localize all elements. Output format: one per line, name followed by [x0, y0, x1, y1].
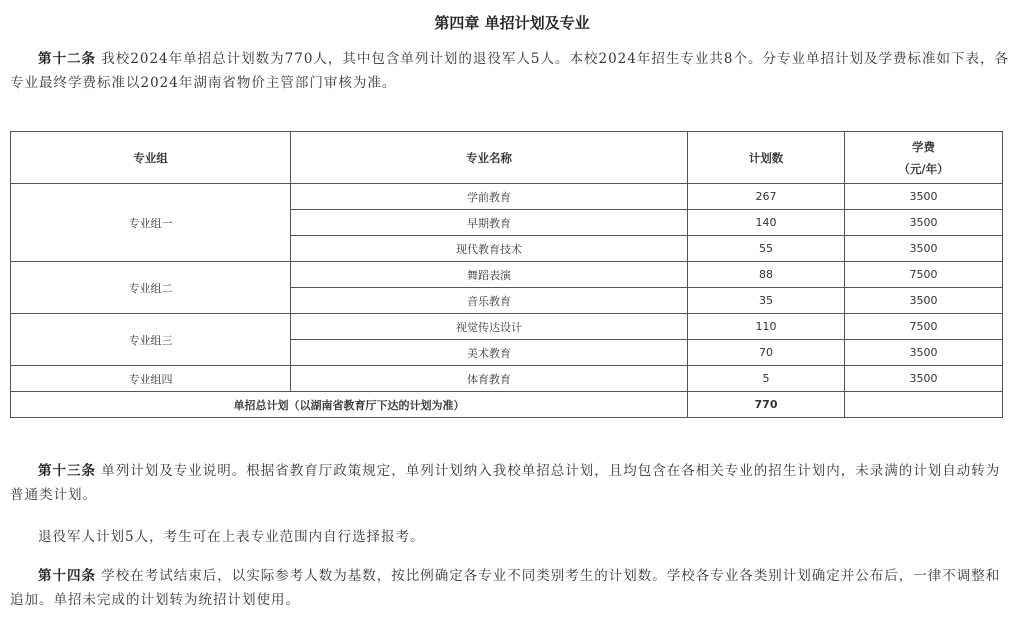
group-cell: 专业组二	[11, 262, 291, 314]
header-fee-line2: （元/年）	[898, 161, 949, 176]
major-cell: 美术教育	[291, 340, 688, 366]
table-total-row	[11, 392, 1003, 418]
table-row	[11, 262, 1003, 288]
article-13-paragraph	[10, 459, 1014, 507]
fee-cell: 3500	[845, 210, 1003, 236]
group-cell: 专业组三	[11, 314, 291, 366]
enrollment-plan-table	[10, 131, 1003, 418]
plan-cell: 140	[688, 210, 845, 236]
table-header-row	[11, 132, 1003, 184]
table-row	[11, 184, 1003, 210]
header-fee-line1: 学费	[912, 139, 935, 154]
article-12-lead: 第十二条	[38, 51, 96, 67]
major-cell: 舞蹈表演	[291, 262, 688, 288]
article-14-lead: 第十四条	[38, 568, 96, 584]
major-cell: 音乐教育	[291, 288, 688, 314]
plan-cell: 88	[688, 262, 845, 288]
article-14-paragraph	[10, 564, 1014, 612]
article-13-lead: 第十三条	[38, 463, 96, 479]
fee-cell: 3500	[845, 288, 1003, 314]
article-14-text: 学校在考试结束后，以实际参考人数为基数，按比例确定各专业不同类别考生的计划数。学校各专业各类别计划确定并公布后，一律不调整和追加。单招未完成的计划转为统招计划使用。	[10, 568, 1001, 608]
major-cell: 早期教育	[291, 210, 688, 236]
major-cell: 视觉传达设计	[291, 314, 688, 340]
fee-cell: 3500	[845, 340, 1003, 366]
header-major: 专业名称	[291, 132, 688, 184]
total-label: 单招总计划（以湖南省教育厅下达的计划为准）	[11, 392, 688, 418]
article-12-text: 我校2024年单招总计划数为770人，其中包含单列计划的退役军人5人。本校2024年招生专业共8个。分专业单招计划及学费标准如下表，各专业最终学费标准以2024年湖南省物价主管部门审核为准。	[10, 51, 1009, 91]
fee-cell: 3500	[845, 366, 1003, 392]
plan-cell: 267	[688, 184, 845, 210]
chapter-heading: 第四章 单招计划及专业	[434, 14, 590, 32]
plan-cell: 55	[688, 236, 845, 262]
plan-cell: 70	[688, 340, 845, 366]
fee-cell: 3500	[845, 184, 1003, 210]
fee-cell: 3500	[845, 236, 1003, 262]
article-12-paragraph	[10, 47, 1014, 95]
table-row	[11, 366, 1003, 392]
total-value: 770	[688, 392, 845, 418]
major-cell: 学前教育	[291, 184, 688, 210]
header-group: 专业组	[11, 132, 291, 184]
fee-cell: 7500	[845, 314, 1003, 340]
group-cell: 专业组四	[11, 366, 291, 392]
group-cell: 专业组一	[11, 184, 291, 262]
article-13-text: 单列计划及专业说明。根据省教育厅政策规定，单列计划纳入我校单招总计划，且均包含在各相关专业的招生计划内，未录满的计划自动转为普通类计划。	[10, 463, 1001, 503]
veterans-note: 退役军人计划5人，考生可在上表专业范围内自行选择报考。	[38, 529, 425, 545]
plan-cell: 5	[688, 366, 845, 392]
fee-cell: 7500	[845, 262, 1003, 288]
table-row	[11, 314, 1003, 340]
header-plan: 计划数	[688, 132, 845, 184]
major-cell: 体育教育	[291, 366, 688, 392]
plan-cell: 35	[688, 288, 845, 314]
plan-cell: 110	[688, 314, 845, 340]
major-cell: 现代教育技术	[291, 236, 688, 262]
header-fee	[845, 132, 1003, 184]
total-fee-empty	[845, 392, 1003, 418]
